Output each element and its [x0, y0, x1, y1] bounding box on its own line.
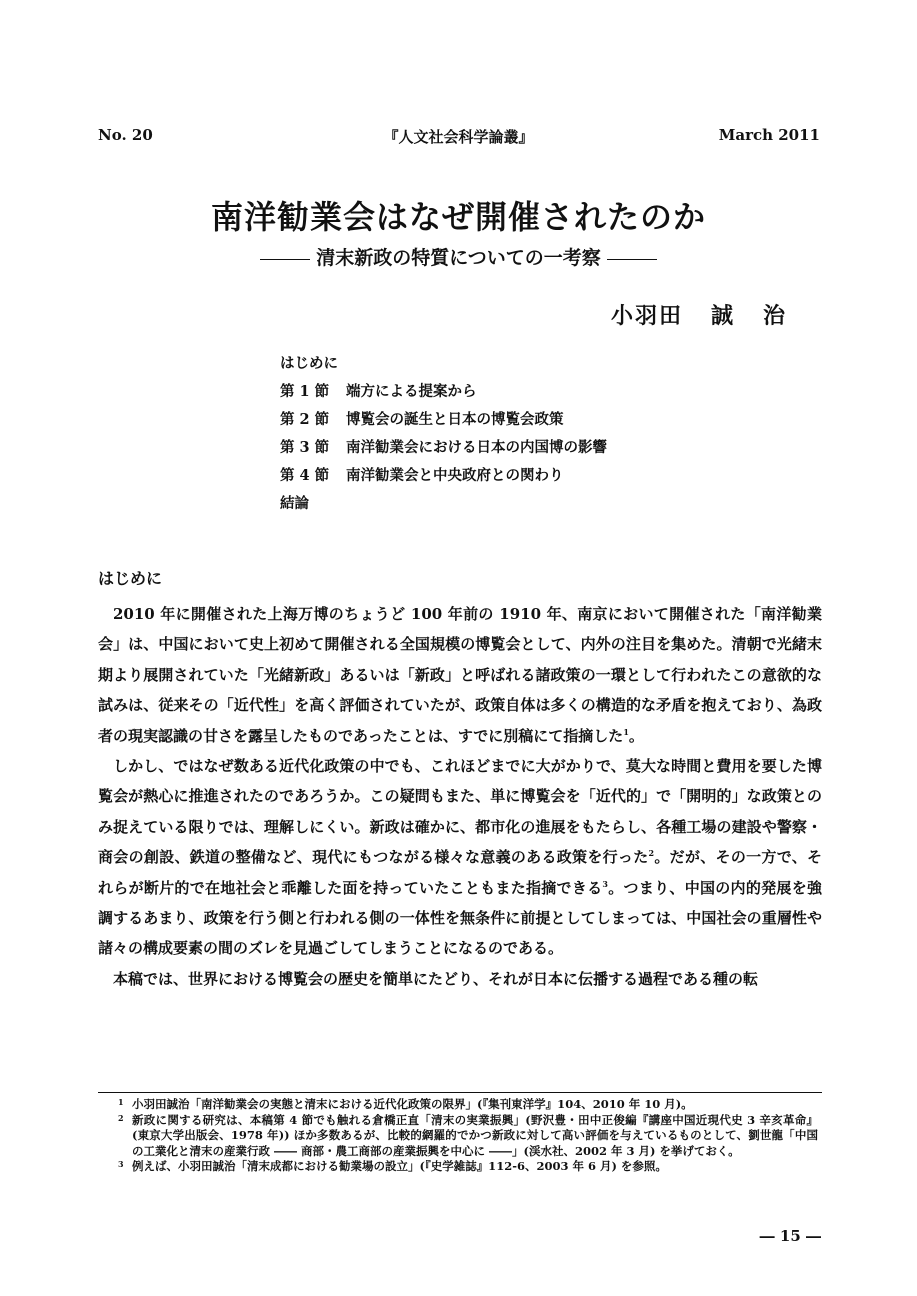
- paragraph-text: 2010 年に開催された上海万博のちょうど 100 年前の 1910 年、南京において開催された「南洋勧業会」は、中国において史上初めて開催される全国規模の博覧会として、内外の注目を集めた。清朝で光緒末期より展開されていた「光緒新政」あるいは「新政」と呼ばれる諸政策の一環として行われたこの意欲的な試みは、従来その「近代性」を高く評価されていたが、政策自体は多くの構造的な矛盾を抱えており、為政者の現実認識の甘さを露呈したものであったことは、すでに別稿にて指摘した: [98, 605, 822, 745]
- footnote-mark: 2: [118, 1112, 124, 1123]
- subtitle-text: 清末新政の特質についての一考察: [316, 247, 601, 269]
- issue-number: No. 20: [98, 126, 153, 144]
- footnote-text: 例えば、小羽田誠治「清末成都における勧業場の設立」(『史学雑誌』112-6、2003 年 6 月) を参照。: [132, 1159, 667, 1173]
- footnote-text: 小羽田誠治「南洋勧業会の実態と清末における近代化政策の限界」(『集刊東洋学』104、2010 年 10 月)。: [132, 1097, 693, 1111]
- toc-label: 博覧会の誕生と日本の博覧会政策: [346, 411, 564, 428]
- toc-label: はじめに: [280, 355, 338, 372]
- paragraph: [98, 599, 822, 751]
- paragraph-text: しかし、ではなぜ数ある近代化政策の中でも、これほどまでに大がかりで、莫大な時間と費用を要した博覧会が熱心に推進されたのであろうか。この疑問もまた、単に博覧会を「近代的」で「開明的」な政策とのみ捉えている限りでは、理解しにくい。新政は確かに、都市化の進展をもたらし、各種工場の建設や警察・商会の創設、鉄道の整備など、現代にもつながる様々な意義のある政策を行った: [98, 757, 822, 867]
- toc-number: 第 1 節: [280, 383, 330, 400]
- paragraph-text: 本稿では、世界における博覧会の歴史を簡単にたどり、それが日本に伝播する過程である種の転: [113, 969, 759, 988]
- footnote-text: 新政に関する研究は、本稿第 4 節でも触れる倉橋正直「清末の実業振興」(野沢豊・田中正俊編『講座中国近現代史 3 辛亥革命』(東京大学出版会、1978 年)) ほか多数あるが、比較的網羅的でかつ新政に対して高い評価を与えているものとして、劉世龍「中国の工業化と清末の産業行政 ―― 商部・農工商部の産業振興を中心に ――」(渓水社、2002 年 3 月) を挙げておく。: [132, 1112, 818, 1158]
- footnote-ref[interactable]: 1: [623, 726, 629, 737]
- toc-item: [280, 462, 607, 490]
- footnote: [118, 1113, 818, 1160]
- footnote-divider: [98, 1092, 822, 1093]
- body-text: [98, 599, 822, 994]
- toc-label: 結論: [280, 495, 309, 512]
- footnote: [118, 1097, 818, 1113]
- toc-item: [280, 434, 607, 462]
- author-given-name-2: 治: [762, 303, 787, 329]
- issue-date: March 2011: [718, 126, 820, 144]
- paragraph: [98, 751, 822, 964]
- journal-name: 『人文社会科学論叢』: [383, 128, 534, 146]
- toc-label: 南洋勧業会と中央政府との関わり: [346, 467, 564, 484]
- page-number: ― 15 ―: [759, 1227, 821, 1245]
- paragraph-text: 。: [628, 726, 644, 745]
- footnote-ref[interactable]: 2: [648, 848, 655, 859]
- toc-number: 第 2 節: [280, 411, 330, 428]
- footnotes: [118, 1097, 818, 1175]
- toc-item: [280, 350, 607, 378]
- footnote-mark: 3: [118, 1159, 124, 1169]
- footnote-mark: 1: [118, 1097, 124, 1107]
- footnote: [118, 1159, 818, 1175]
- author-family-name: 小羽田: [610, 303, 683, 329]
- toc-number: 第 4 節: [280, 467, 330, 484]
- author-name: [611, 299, 787, 330]
- toc-item: [280, 490, 607, 518]
- paragraph: [98, 964, 822, 994]
- article-subtitle: [0, 243, 917, 270]
- article-title: 南洋勧業会はなぜ開催されたのか: [210, 198, 706, 236]
- subtitle-dash-left: [260, 259, 310, 260]
- author-given-name-1: 誠: [710, 303, 735, 329]
- subtitle-dash-right: [607, 259, 657, 260]
- toc-label: 端方による提案から: [346, 383, 477, 400]
- footnote-ref[interactable]: 3: [602, 878, 608, 889]
- paragraph-text: 。つまり、中国の内的発展を強調するあまり、政策を行う側と行われる側の一体性を無条件に前提としてしまっては、中国社会の重層性や諸々の構成要素の間のズレを見過ごしてしまうことになるのである。: [98, 878, 822, 958]
- toc-item: [280, 406, 607, 434]
- table-of-contents: [280, 350, 607, 518]
- toc-item: [280, 378, 607, 406]
- paragraph-text: 。だが、その一方で、それらが断片的で在地社会と乖離した面を持っていたこともまた指摘できる: [98, 848, 822, 897]
- section-heading: はじめに: [98, 569, 163, 588]
- toc-number: 第 3 節: [280, 439, 330, 456]
- toc-label: 南洋勧業会における日本の内国博の影響: [346, 439, 607, 456]
